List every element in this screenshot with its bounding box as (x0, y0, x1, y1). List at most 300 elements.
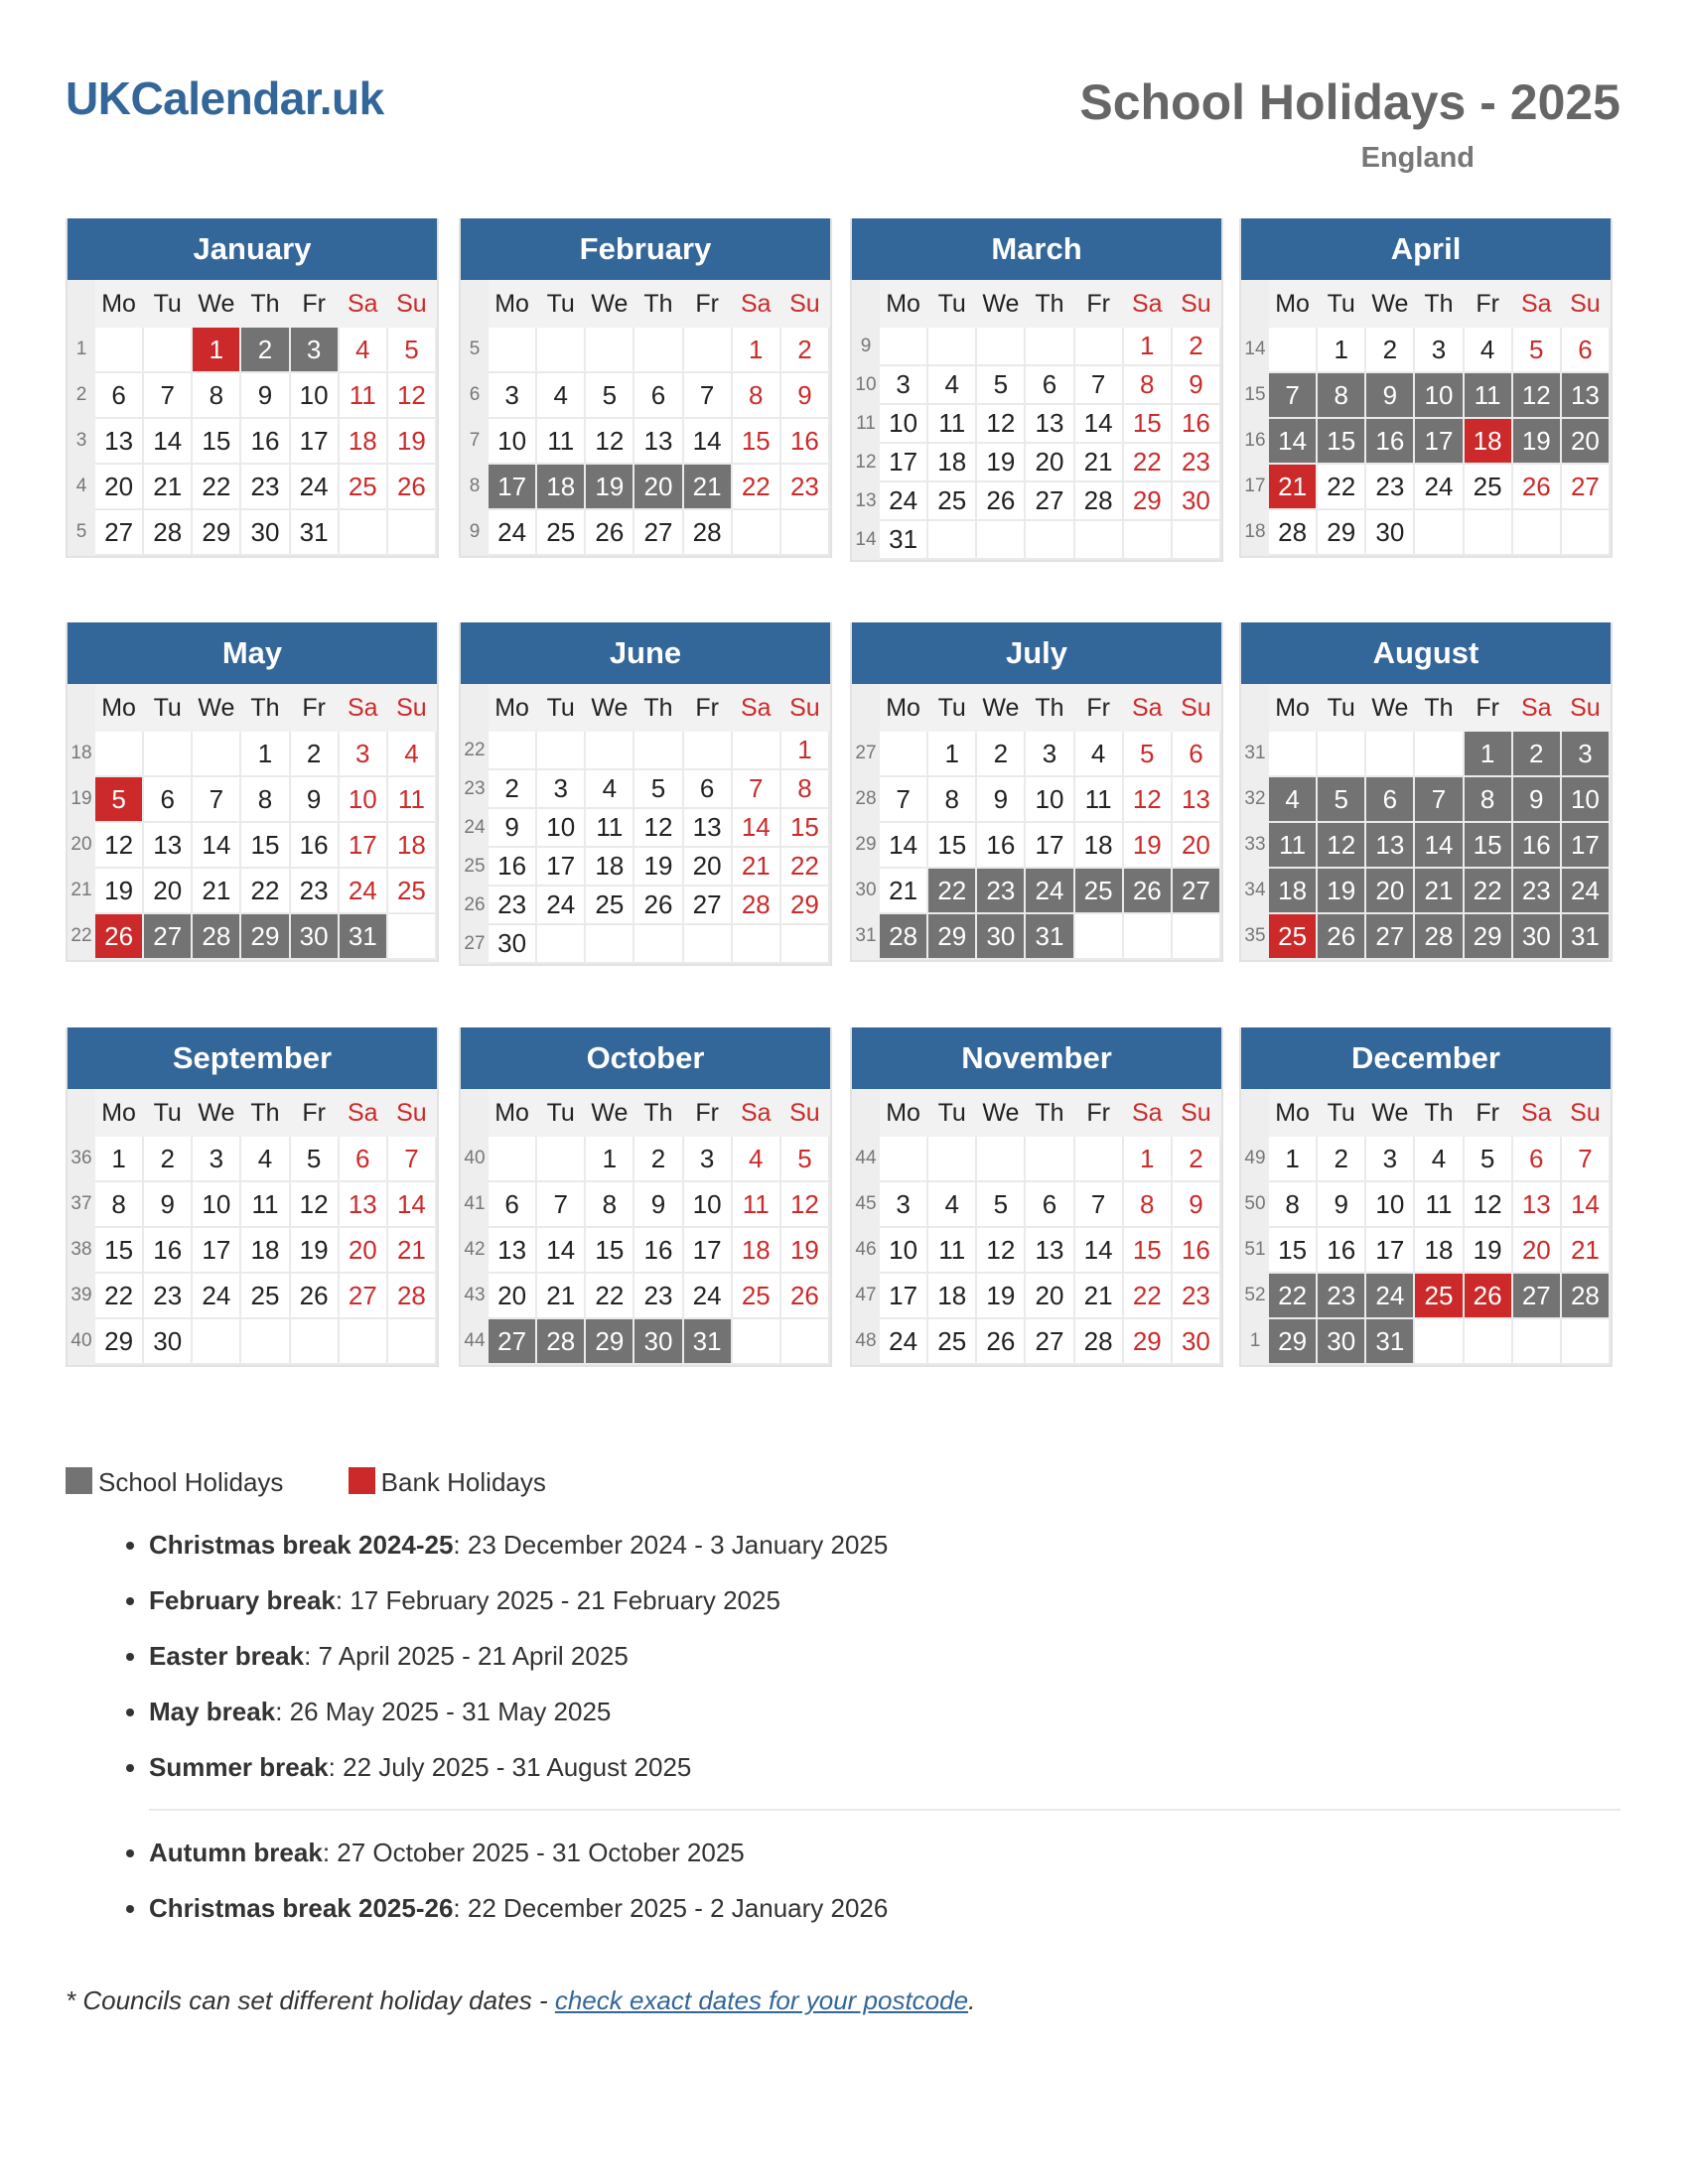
break-item (149, 1892, 1620, 1924)
day-cell: 19 (94, 868, 143, 913)
week-row (69, 1318, 436, 1364)
day-cell: 28 (879, 913, 927, 959)
day-cell: 21 (1268, 464, 1317, 509)
day-cell: 26 (387, 464, 436, 509)
weekday-header: Su (387, 1090, 436, 1136)
day-cell: 25 (240, 1273, 289, 1318)
day-cell: 28 (387, 1273, 436, 1318)
day-cell: 4 (339, 327, 387, 372)
day-cell: 27 (1172, 868, 1220, 913)
weekday-header: Sa (1123, 281, 1172, 327)
week-number: 1 (69, 327, 94, 372)
empty-cell (927, 1136, 976, 1181)
break-name: Christmas break 2025-26 (149, 1893, 454, 1923)
day-cell: 24 (1414, 464, 1463, 509)
day-cell: 31 (1025, 913, 1073, 959)
weekday-header: Tu (143, 1090, 192, 1136)
breaks-list-a (99, 1529, 1620, 1783)
day-cell: 5 (387, 327, 436, 372)
week-row (69, 822, 436, 868)
day-cell: 2 (143, 1136, 192, 1181)
month-august (1239, 622, 1613, 962)
week-number: 23 (462, 769, 488, 808)
month-title: July (852, 622, 1221, 684)
week-number: 30 (853, 868, 879, 913)
week-number: 48 (853, 1318, 879, 1364)
day-cell: 11 (387, 776, 436, 822)
day-cell: 16 (1512, 822, 1561, 868)
day-cell: 1 (585, 1136, 633, 1181)
break-name: Christmas break 2024-25 (149, 1530, 454, 1560)
day-cell: 8 (927, 776, 976, 822)
empty-cell (290, 1318, 339, 1364)
day-cell: 1 (192, 327, 240, 372)
day-cell: 14 (732, 808, 780, 847)
day-cell: 23 (488, 886, 536, 924)
day-cell: 9 (488, 808, 536, 847)
empty-cell (536, 1136, 585, 1181)
day-cell: 7 (143, 372, 192, 418)
empty-cell (585, 327, 633, 372)
day-cell: 23 (1365, 464, 1414, 509)
week-number-header (462, 281, 488, 327)
week-number: 49 (1242, 1136, 1268, 1181)
day-cell: 11 (1268, 822, 1317, 868)
weekday-header: Sa (1512, 1090, 1561, 1136)
week-number: 43 (462, 1273, 488, 1318)
day-cell: 4 (536, 372, 585, 418)
day-cell: 16 (1172, 1227, 1220, 1273)
day-cell: 29 (780, 886, 829, 924)
weekday-header: Th (633, 685, 682, 731)
day-cell: 21 (536, 1273, 585, 1318)
week-row (462, 731, 829, 769)
day-cell: 13 (1512, 1181, 1561, 1227)
day-cell: 20 (94, 464, 143, 509)
break-dates: : 22 December 2025 - 2 January 2026 (453, 1893, 889, 1923)
week-number-header (462, 685, 488, 731)
day-cell: 26 (94, 913, 143, 959)
day-cell: 10 (488, 418, 536, 464)
day-cell: 30 (143, 1318, 192, 1364)
day-cell: 6 (488, 1181, 536, 1227)
empty-cell (339, 1318, 387, 1364)
day-cell: 17 (290, 418, 339, 464)
day-cell: 13 (143, 822, 192, 868)
empty-cell (927, 327, 976, 365)
day-cell: 20 (1025, 443, 1073, 481)
day-cell: 25 (339, 464, 387, 509)
month-title: December (1241, 1027, 1611, 1089)
weekday-header: Mo (94, 1090, 143, 1136)
day-cell: 6 (1365, 776, 1414, 822)
day-cell: 12 (94, 822, 143, 868)
weekday-header: We (1365, 281, 1414, 327)
empty-cell (488, 327, 536, 372)
week-number: 52 (1242, 1273, 1268, 1318)
day-cell: 6 (339, 1136, 387, 1181)
empty-cell (732, 731, 780, 769)
empty-cell (633, 731, 682, 769)
day-cell: 20 (488, 1273, 536, 1318)
day-cell: 19 (633, 847, 682, 886)
month-title: April (1241, 218, 1611, 280)
month-february (459, 218, 832, 558)
day-cell: 19 (1317, 868, 1365, 913)
week-number: 1 (1242, 1318, 1268, 1364)
day-cell: 27 (488, 1318, 536, 1364)
day-cell: 24 (683, 1273, 732, 1318)
empty-cell (1025, 520, 1073, 559)
week-number: 39 (69, 1273, 94, 1318)
day-cell: 17 (192, 1227, 240, 1273)
break-name: Summer break (149, 1752, 329, 1782)
empty-cell (1025, 327, 1073, 365)
day-cell: 17 (1414, 418, 1463, 464)
weekday-header: Su (780, 685, 829, 731)
week-row (1242, 327, 1610, 372)
weekday-header: We (1365, 685, 1414, 731)
weekday-header: We (192, 281, 240, 327)
week-number: 35 (1242, 913, 1268, 959)
day-cell: 31 (1561, 913, 1610, 959)
empty-cell (1414, 509, 1463, 555)
day-cell: 9 (1365, 372, 1414, 418)
week-row (462, 1227, 829, 1273)
day-cell: 15 (94, 1227, 143, 1273)
day-cell: 6 (1512, 1136, 1561, 1181)
weekday-header: Mo (488, 1090, 536, 1136)
week-number: 31 (853, 913, 879, 959)
day-cell: 18 (240, 1227, 289, 1273)
week-row (462, 924, 829, 963)
day-cell: 31 (683, 1318, 732, 1364)
day-cell: 5 (1123, 731, 1172, 776)
day-cell: 22 (1317, 464, 1365, 509)
day-cell: 2 (1317, 1136, 1365, 1181)
day-cell: 22 (927, 868, 976, 913)
day-cell: 21 (683, 464, 732, 509)
day-cell: 26 (1464, 1273, 1512, 1318)
empty-cell (1414, 731, 1463, 776)
week-row (1242, 822, 1610, 868)
week-number: 40 (462, 1136, 488, 1181)
day-cell: 19 (780, 1227, 829, 1273)
day-cell: 22 (1123, 443, 1172, 481)
empty-cell (1172, 913, 1220, 959)
weekday-header: We (192, 1090, 240, 1136)
empty-cell (387, 913, 436, 959)
weekday-header: Fr (1074, 685, 1123, 731)
empty-cell (143, 327, 192, 372)
day-cell: 3 (339, 731, 387, 776)
empty-cell (387, 1318, 436, 1364)
day-cell: 16 (780, 418, 829, 464)
day-cell: 26 (976, 481, 1025, 520)
day-cell: 18 (732, 1227, 780, 1273)
empty-cell (1268, 731, 1317, 776)
weekday-header: Sa (1512, 685, 1561, 731)
day-cell: 18 (1414, 1227, 1463, 1273)
day-cell: 31 (1365, 1318, 1414, 1364)
day-cell: 20 (1365, 868, 1414, 913)
day-cell: 25 (927, 1318, 976, 1364)
day-cell: 13 (683, 808, 732, 847)
empty-cell (683, 731, 732, 769)
day-cell: 21 (387, 1227, 436, 1273)
week-row (853, 776, 1220, 822)
day-cell: 2 (290, 731, 339, 776)
weekday-header: Sa (339, 281, 387, 327)
day-cell: 27 (633, 509, 682, 555)
empty-cell (1512, 509, 1561, 555)
day-cell: 24 (339, 868, 387, 913)
day-cell: 18 (1268, 868, 1317, 913)
day-cell: 27 (1561, 464, 1610, 509)
postcode-link[interactable]: check exact dates for your postcode (554, 1985, 969, 2015)
week-row (462, 1181, 829, 1227)
week-number: 14 (1242, 327, 1268, 372)
day-cell: 19 (976, 1273, 1025, 1318)
month-march (850, 218, 1223, 562)
page-title: School Holidays - 2025 (1079, 74, 1620, 130)
week-row (853, 443, 1220, 481)
weekday-header: Th (1025, 281, 1073, 327)
weekday-header: Mo (488, 281, 536, 327)
weekday-header: We (585, 685, 633, 731)
week-row (853, 1181, 1220, 1227)
week-row (69, 1136, 436, 1181)
break-item (149, 1640, 1620, 1672)
day-cell: 12 (387, 372, 436, 418)
week-number: 44 (853, 1136, 879, 1181)
site-logo-text[interactable]: UKCalendar.uk (66, 72, 384, 124)
week-number: 20 (69, 822, 94, 868)
day-cell: 25 (1414, 1273, 1463, 1318)
day-cell: 17 (879, 443, 927, 481)
day-cell: 3 (1025, 731, 1073, 776)
week-number: 9 (853, 327, 879, 365)
empty-cell (192, 1318, 240, 1364)
day-cell: 4 (927, 365, 976, 404)
week-row (462, 509, 829, 555)
day-cell: 17 (536, 847, 585, 886)
day-cell: 26 (780, 1273, 829, 1318)
day-cell: 21 (732, 847, 780, 886)
week-row (69, 868, 436, 913)
week-row (853, 520, 1220, 559)
empty-cell (879, 327, 927, 365)
day-cell: 15 (192, 418, 240, 464)
day-cell: 29 (1317, 509, 1365, 555)
weekday-header: Tu (143, 685, 192, 731)
day-cell: 2 (1172, 1136, 1220, 1181)
week-number: 38 (69, 1227, 94, 1273)
day-cell: 8 (1464, 776, 1512, 822)
week-number-header (1242, 1090, 1268, 1136)
day-cell: 9 (240, 372, 289, 418)
day-cell: 24 (488, 509, 536, 555)
week-number: 22 (69, 913, 94, 959)
day-cell: 30 (976, 913, 1025, 959)
day-cell: 14 (1561, 1181, 1610, 1227)
week-number: 6 (462, 372, 488, 418)
empty-cell (780, 1318, 829, 1364)
weekday-header: We (976, 685, 1025, 731)
month-october (459, 1027, 832, 1367)
break-item (149, 1751, 1620, 1783)
day-cell: 23 (143, 1273, 192, 1318)
day-cell: 17 (1561, 822, 1610, 868)
week-row (69, 464, 436, 509)
day-cell: 29 (1123, 1318, 1172, 1364)
day-cell: 6 (1025, 1181, 1073, 1227)
day-cell: 11 (1414, 1181, 1463, 1227)
day-cell: 22 (94, 1273, 143, 1318)
day-cell: 13 (94, 418, 143, 464)
break-dates: : 23 December 2024 - 3 January 2025 (453, 1530, 889, 1560)
empty-cell (536, 731, 585, 769)
day-cell: 16 (976, 822, 1025, 868)
empty-cell (1317, 731, 1365, 776)
week-row (69, 1181, 436, 1227)
week-number: 29 (853, 822, 879, 868)
day-cell: 20 (1561, 418, 1610, 464)
weekday-header: Th (633, 281, 682, 327)
empty-cell (240, 1318, 289, 1364)
empty-cell (1074, 913, 1123, 959)
day-cell: 28 (1414, 913, 1463, 959)
empty-cell (488, 1136, 536, 1181)
day-cell: 3 (683, 1136, 732, 1181)
week-row (1242, 464, 1610, 509)
weekday-header: Fr (290, 1090, 339, 1136)
day-cell: 3 (1414, 327, 1463, 372)
week-row (69, 1227, 436, 1273)
week-row (69, 372, 436, 418)
day-cell: 27 (339, 1273, 387, 1318)
day-cell: 5 (1464, 1136, 1512, 1181)
day-cell: 14 (1074, 1227, 1123, 1273)
week-row (853, 327, 1220, 365)
week-number: 18 (1242, 509, 1268, 555)
empty-cell (1561, 509, 1610, 555)
week-row (853, 1227, 1220, 1273)
week-number: 41 (462, 1181, 488, 1227)
month-april (1239, 218, 1613, 558)
weekday-header: We (585, 1090, 633, 1136)
empty-cell (633, 924, 682, 963)
day-cell: 27 (1025, 1318, 1073, 1364)
empty-cell (1464, 509, 1512, 555)
day-cell: 7 (536, 1181, 585, 1227)
day-cell: 10 (1025, 776, 1073, 822)
legend (66, 1467, 604, 1498)
empty-cell (976, 520, 1025, 559)
day-cell: 3 (488, 372, 536, 418)
week-number: 28 (853, 776, 879, 822)
weekday-header: Sa (1123, 685, 1172, 731)
day-cell: 19 (585, 464, 633, 509)
weekday-header: Sa (732, 281, 780, 327)
day-cell: 19 (1123, 822, 1172, 868)
weekday-header: Mo (879, 1090, 927, 1136)
day-cell: 31 (339, 913, 387, 959)
day-cell: 7 (387, 1136, 436, 1181)
day-cell: 5 (976, 365, 1025, 404)
day-cell: 27 (1365, 913, 1414, 959)
day-cell: 2 (488, 769, 536, 808)
week-row (1242, 1136, 1610, 1181)
weekday-header: Fr (1074, 281, 1123, 327)
day-cell: 15 (732, 418, 780, 464)
day-cell: 12 (633, 808, 682, 847)
empty-cell (1561, 1318, 1610, 1364)
day-cell: 13 (1172, 776, 1220, 822)
day-cell: 10 (879, 404, 927, 443)
day-cell: 26 (976, 1318, 1025, 1364)
day-cell: 20 (339, 1227, 387, 1273)
day-cell: 16 (1317, 1227, 1365, 1273)
day-cell: 22 (780, 847, 829, 886)
day-cell: 15 (1123, 1227, 1172, 1273)
day-cell: 26 (1317, 913, 1365, 959)
day-cell: 28 (192, 913, 240, 959)
day-cell: 19 (290, 1227, 339, 1273)
day-cell: 21 (192, 868, 240, 913)
day-cell: 22 (1268, 1273, 1317, 1318)
month-title: May (68, 622, 437, 684)
week-number-header (69, 685, 94, 731)
day-cell: 6 (633, 372, 682, 418)
weekday-header: We (976, 1090, 1025, 1136)
day-cell: 29 (94, 1318, 143, 1364)
day-cell: 19 (1464, 1227, 1512, 1273)
day-cell: 24 (879, 481, 927, 520)
weekday-header: Su (387, 281, 436, 327)
week-number: 34 (1242, 868, 1268, 913)
week-number: 40 (69, 1318, 94, 1364)
day-cell: 10 (879, 1227, 927, 1273)
month-title: January (68, 218, 437, 280)
week-number: 9 (462, 509, 488, 555)
day-cell: 13 (1025, 404, 1073, 443)
day-cell: 20 (1025, 1273, 1073, 1318)
weekday-header: Mo (1268, 685, 1317, 731)
week-row (462, 418, 829, 464)
day-cell: 24 (1365, 1273, 1414, 1318)
day-cell: 12 (1317, 822, 1365, 868)
day-cell: 23 (1172, 1273, 1220, 1318)
day-cell: 20 (633, 464, 682, 509)
day-cell: 17 (683, 1227, 732, 1273)
week-number: 13 (853, 481, 879, 520)
day-cell: 25 (1464, 464, 1512, 509)
week-number: 33 (1242, 822, 1268, 868)
day-cell: 18 (927, 1273, 976, 1318)
week-number-header (853, 1090, 879, 1136)
month-title: September (68, 1027, 437, 1089)
weekday-header: Su (1561, 1090, 1610, 1136)
day-cell: 8 (585, 1181, 633, 1227)
day-cell: 15 (780, 808, 829, 847)
weekday-header: Tu (536, 685, 585, 731)
day-cell: 11 (927, 404, 976, 443)
day-cell: 28 (1561, 1273, 1610, 1318)
legend-item-bank (349, 1467, 546, 1498)
break-dates: : 26 May 2025 - 31 May 2025 (275, 1697, 612, 1726)
day-cell: 29 (240, 913, 289, 959)
